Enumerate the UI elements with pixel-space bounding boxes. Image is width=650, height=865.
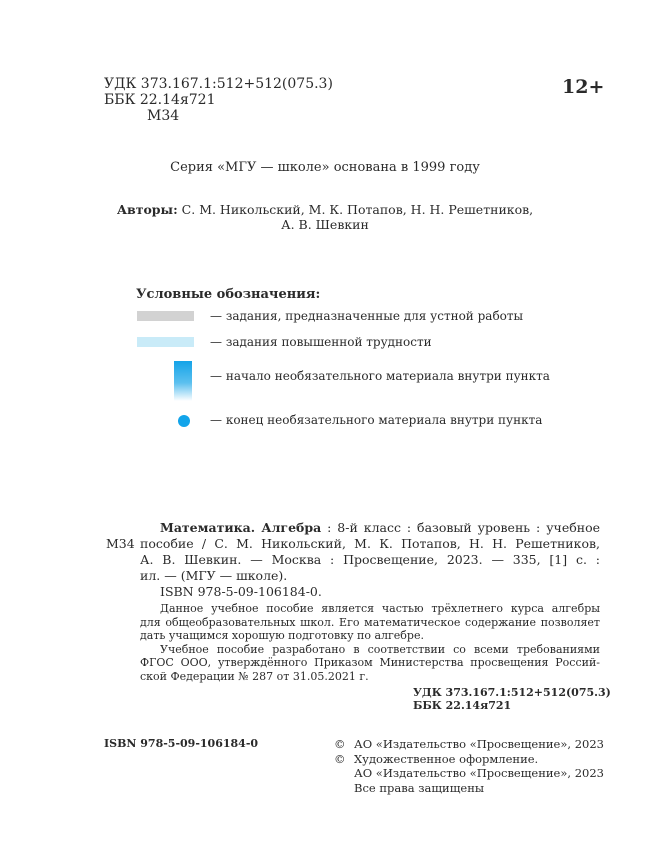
catalog-sign: М34 [106, 536, 135, 551]
annotation: Данное учебное пособие является частью трёхлетнего курса алгебры для общеобразовательных школ. Его математическое содержание позволяет дать учащимся хорошую подготовку по алгебре. Учебное пособие разработано в соответствии со всеми требованиями ФГОС ООО, утверждённого Приказом Министерства просвещения Россий- ской Федерации № 287 от 31.05.2021 г. [140, 602, 600, 683]
blue-gradient-bar-icon [174, 361, 192, 401]
catalog-isbn: ISBN 978-5-09-106184-0. [160, 584, 322, 599]
book-title: Математика. Алгебра [160, 520, 322, 535]
authors-block [0, 202, 650, 232]
footer-codes: УДК 373.167.1:512+512(075.3) ББК 22.14я721 [413, 686, 611, 712]
udk-code: УДК 373.167.1:512+512(075.3) [104, 76, 333, 92]
authors-names-cont: А. В. Шевкин [281, 217, 369, 232]
gray-bar-icon [137, 311, 194, 321]
copyright-icon: © [334, 751, 346, 766]
age-rating: 12+ [562, 76, 605, 98]
legend-title: Условные обозначения: [136, 287, 321, 302]
authors-label: Авторы: [116, 202, 178, 217]
copyright-icon: © [334, 737, 346, 751]
legend-item-optional-start: — начало необязательного материала внутри пункта [210, 369, 550, 383]
series-note: Серия «МГУ — школе» основана в 1999 году [170, 160, 480, 175]
legend-item-hard: — задания повышенной трудности [210, 335, 432, 349]
blue-dot-icon [178, 415, 190, 427]
catalog-record: Математика. Алгебра : 8-й класс : базовый уровень : учебное М34 пособие / С. М. Никольский, М. К. Потапов, Н. Н. Решетников, А. В. Шевкин. — Москва : Просвещение, 2023. — 335, [1] с. : ил. — (МГУ — школе). ISBN 978-5-09-106184-0. [100, 520, 600, 600]
bbk-code: ББК 22.14я721 [104, 92, 216, 108]
legend-item-optional-end: — конец необязательного материала внутри пункта [210, 413, 543, 427]
legend-item-oral: — задания, предназначенные для устной работы [210, 309, 524, 323]
authors-names: С. М. Никольский, М. К. Потапов, Н. Н. Решетников, [177, 202, 534, 217]
author-sign: М34 [147, 108, 180, 124]
udk-bbk-header [104, 76, 333, 124]
copyright-block: © АО «Издательство «Просвещение», 2023 © Художественное оформление. АО «Издательство «Просвещение», 2023 Все права защищены [334, 737, 604, 795]
isbn-bottom: ISBN 978-5-09-106184-0 [104, 737, 259, 750]
light-blue-bar-icon [137, 337, 194, 347]
